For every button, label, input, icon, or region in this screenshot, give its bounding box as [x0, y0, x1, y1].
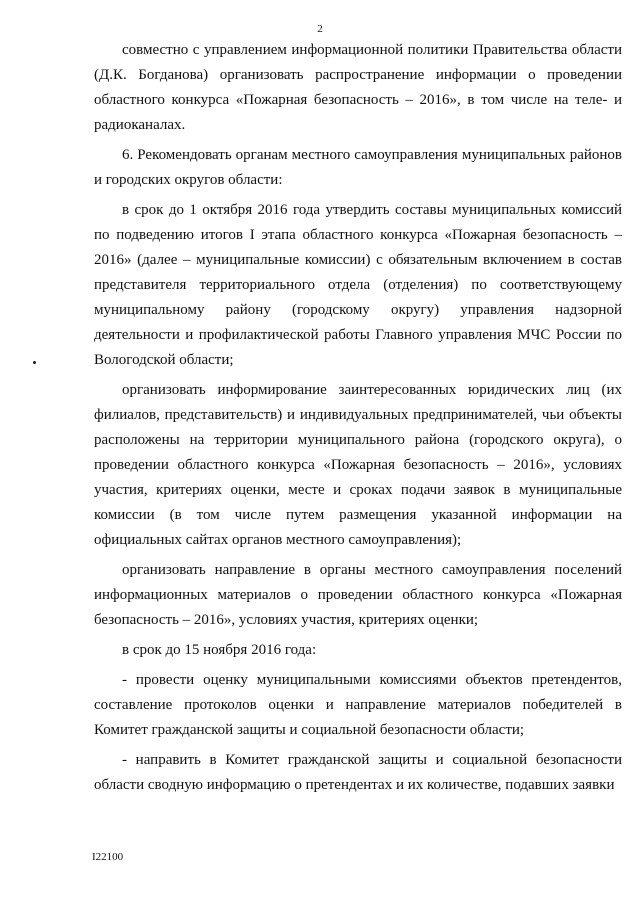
paragraph-inform-entities: организовать информирование заинтересованных юридических лиц (их филиалов, представительств) и индивидуальных предпринимателей, чьи объекты расположены на территории муниципального района (городского округа), о проведении областного конкурса «Пожарная безопасность – 2016», условиях участия, критериях оценки, месте и сроках подачи заявок в муниципальные комиссии (в том числе путем размещения указанной информации на официальных сайтах органов местного самоуправления); — [94, 382, 622, 548]
document-code: I22100 — [92, 851, 124, 863]
scan-artifact-dot — [33, 361, 36, 364]
paragraph-information-distribution: совместно с управлением информационной политики Правительства области (Д.К. Богданова) организовать распространение информации о проведении областного конкурса «Пожарная безопасность – 2016», в том числе на теле- и радиоканалах. — [94, 42, 622, 133]
paragraph-conduct-evaluation: - провести оценку муниципальными комиссиями объектов претендентов, составление протоколов оценки и направление материалов победителей в Комитет гражданской защиты и социальной безопасности области; — [94, 672, 622, 738]
page-number: 2 — [317, 23, 323, 35]
document-body — [94, 38, 622, 798]
paragraph-send-summary: - направить в Комитет гражданской защиты и социальной безопасности области сводную информацию о претендентах и их количестве, подавших заявки — [94, 752, 622, 793]
paragraph-item-6: 6. Рекомендовать органам местного самоуправления муниципальных районов и городских округов области: — [94, 147, 622, 188]
paragraph-deadline-november: в срок до 15 ноября 2016 года: — [122, 642, 317, 658]
paragraph-send-materials: организовать направление в органы местного самоуправления поселений информационных материалов о проведении областного конкурса «Пожарная безопасность – 2016», условиях участия, критериях оценки; — [94, 562, 622, 628]
paragraph-approve-commissions: в срок до 1 октября 2016 года утвердить составы муниципальных комиссий по подведению итогов I этапа областного конкурса «Пожарная безопасность – 2016» (далее – муниципальные комиссии) с обязательным включением в состав представителя территориального отдела (отделения) по соответствующему муниципальному району (городскому округу) управления надзорной деятельности и профилактической работы Главного управления МЧС России по Вологодской области; — [94, 202, 622, 368]
